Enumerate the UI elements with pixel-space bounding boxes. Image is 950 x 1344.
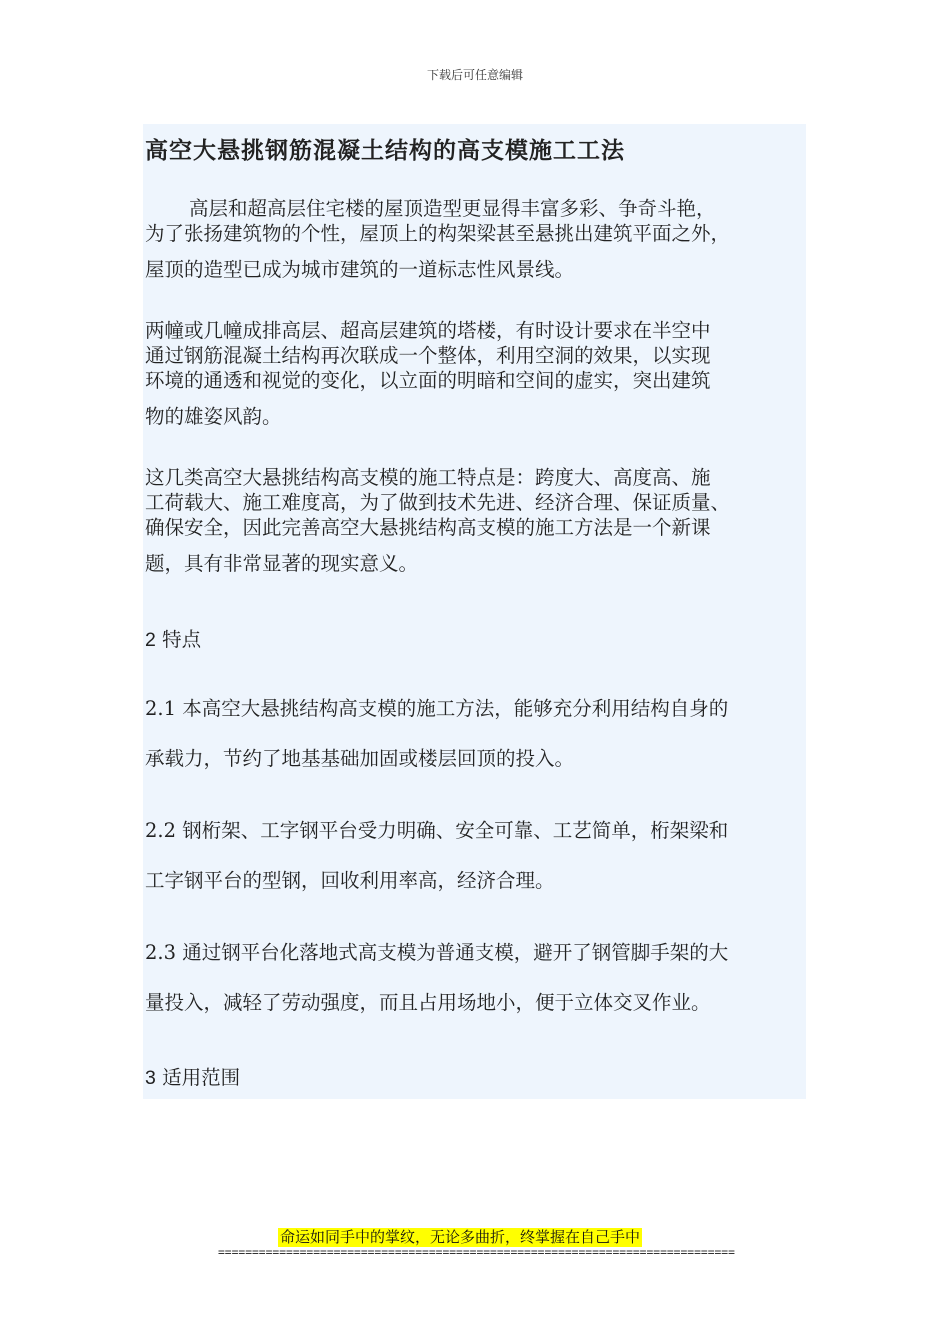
paragraph-towers — [145, 318, 807, 429]
paragraph-line: 两幢或几幢成排高层、超高层建筑的塔楼，有时设计要求在半空中 — [145, 319, 711, 342]
document-title: 高空大悬挑钢筋混凝土结构的高支模施工工法 — [145, 137, 625, 164]
item-number: 2.2 — [145, 819, 177, 842]
footer-motto: 命运如同手中的掌纹，无论多曲折，终掌握在自己手中 — [280, 1228, 641, 1246]
paragraph-line: 为了张扬建筑物的个性，屋顶上的构架梁甚至悬挑出建筑平面之外， — [145, 222, 731, 245]
item-line: 工字钢平台的型钢，回收利用率高，经济合理。 — [145, 869, 555, 892]
item-line — [145, 940, 807, 966]
item-text: 通过钢平台化落地式高支模为普通支模，避开了钢管脚手架的大 — [182, 941, 729, 964]
paragraph-line: 通过钢筋混凝土结构再次联成一个整体，利用空洞的效果，以实现 — [145, 344, 711, 367]
header-note: 下载后可任意编辑 — [426, 68, 523, 82]
section-heading-2 — [145, 624, 807, 652]
paragraph-line: 工荷载大、施工难度高，为了做到技术先进、经济合理、保证质量、 — [145, 491, 731, 514]
item-number: 2.1 — [145, 697, 177, 720]
item-text: 钢桁架、工字钢平台受力明确、安全可靠、工艺简单，桁架梁和 — [182, 819, 729, 842]
item-line: 量投入，减轻了劳动强度，而且占用场地小，便于立体交叉作业。 — [145, 991, 711, 1014]
footer-divider: ============================================================================ — [218, 1246, 735, 1259]
item-2-1 — [145, 696, 807, 772]
section-heading-3 — [145, 1062, 807, 1090]
paragraph-line: 确保安全，因此完善高空大悬挑结构高支模的施工方法是一个新课 — [145, 516, 711, 539]
section-title: 适用范围 — [162, 1066, 241, 1089]
paragraph-line: 这几类高空大悬挑结构高支模的施工特点是：跨度大、高度高、施 — [145, 466, 711, 489]
item-text: 本高空大悬挑结构高支模的施工方法，能够充分利用结构自身的 — [182, 697, 729, 720]
section-number: 3 — [145, 1067, 156, 1089]
section-number: 2 — [145, 629, 156, 651]
paragraph-characteristics — [145, 465, 807, 576]
item-line: 承载力，节约了地基基础加固或楼层回顶的投入。 — [145, 747, 575, 770]
paragraph-intro — [145, 196, 807, 282]
section-title: 特点 — [162, 628, 202, 651]
paragraph-line: 屋顶的造型已成为城市建筑的一道标志性风景线。 — [145, 258, 575, 281]
item-2-2 — [145, 818, 807, 894]
paragraph-line: 题，具有非常显著的现实意义。 — [145, 552, 419, 575]
paragraph-line: 高层和超高层住宅楼的屋顶造型更显得丰富多彩、争奇斗艳， — [189, 197, 716, 220]
item-number: 2.3 — [145, 941, 177, 964]
paragraph-line: 物的雄姿风韵。 — [145, 405, 282, 428]
paragraph-line: 环境的通透和视觉的变化，以立面的明暗和空间的虚实，突出建筑 — [145, 369, 711, 392]
item-line — [145, 696, 807, 722]
item-line — [145, 818, 807, 844]
item-2-3 — [145, 940, 807, 1016]
